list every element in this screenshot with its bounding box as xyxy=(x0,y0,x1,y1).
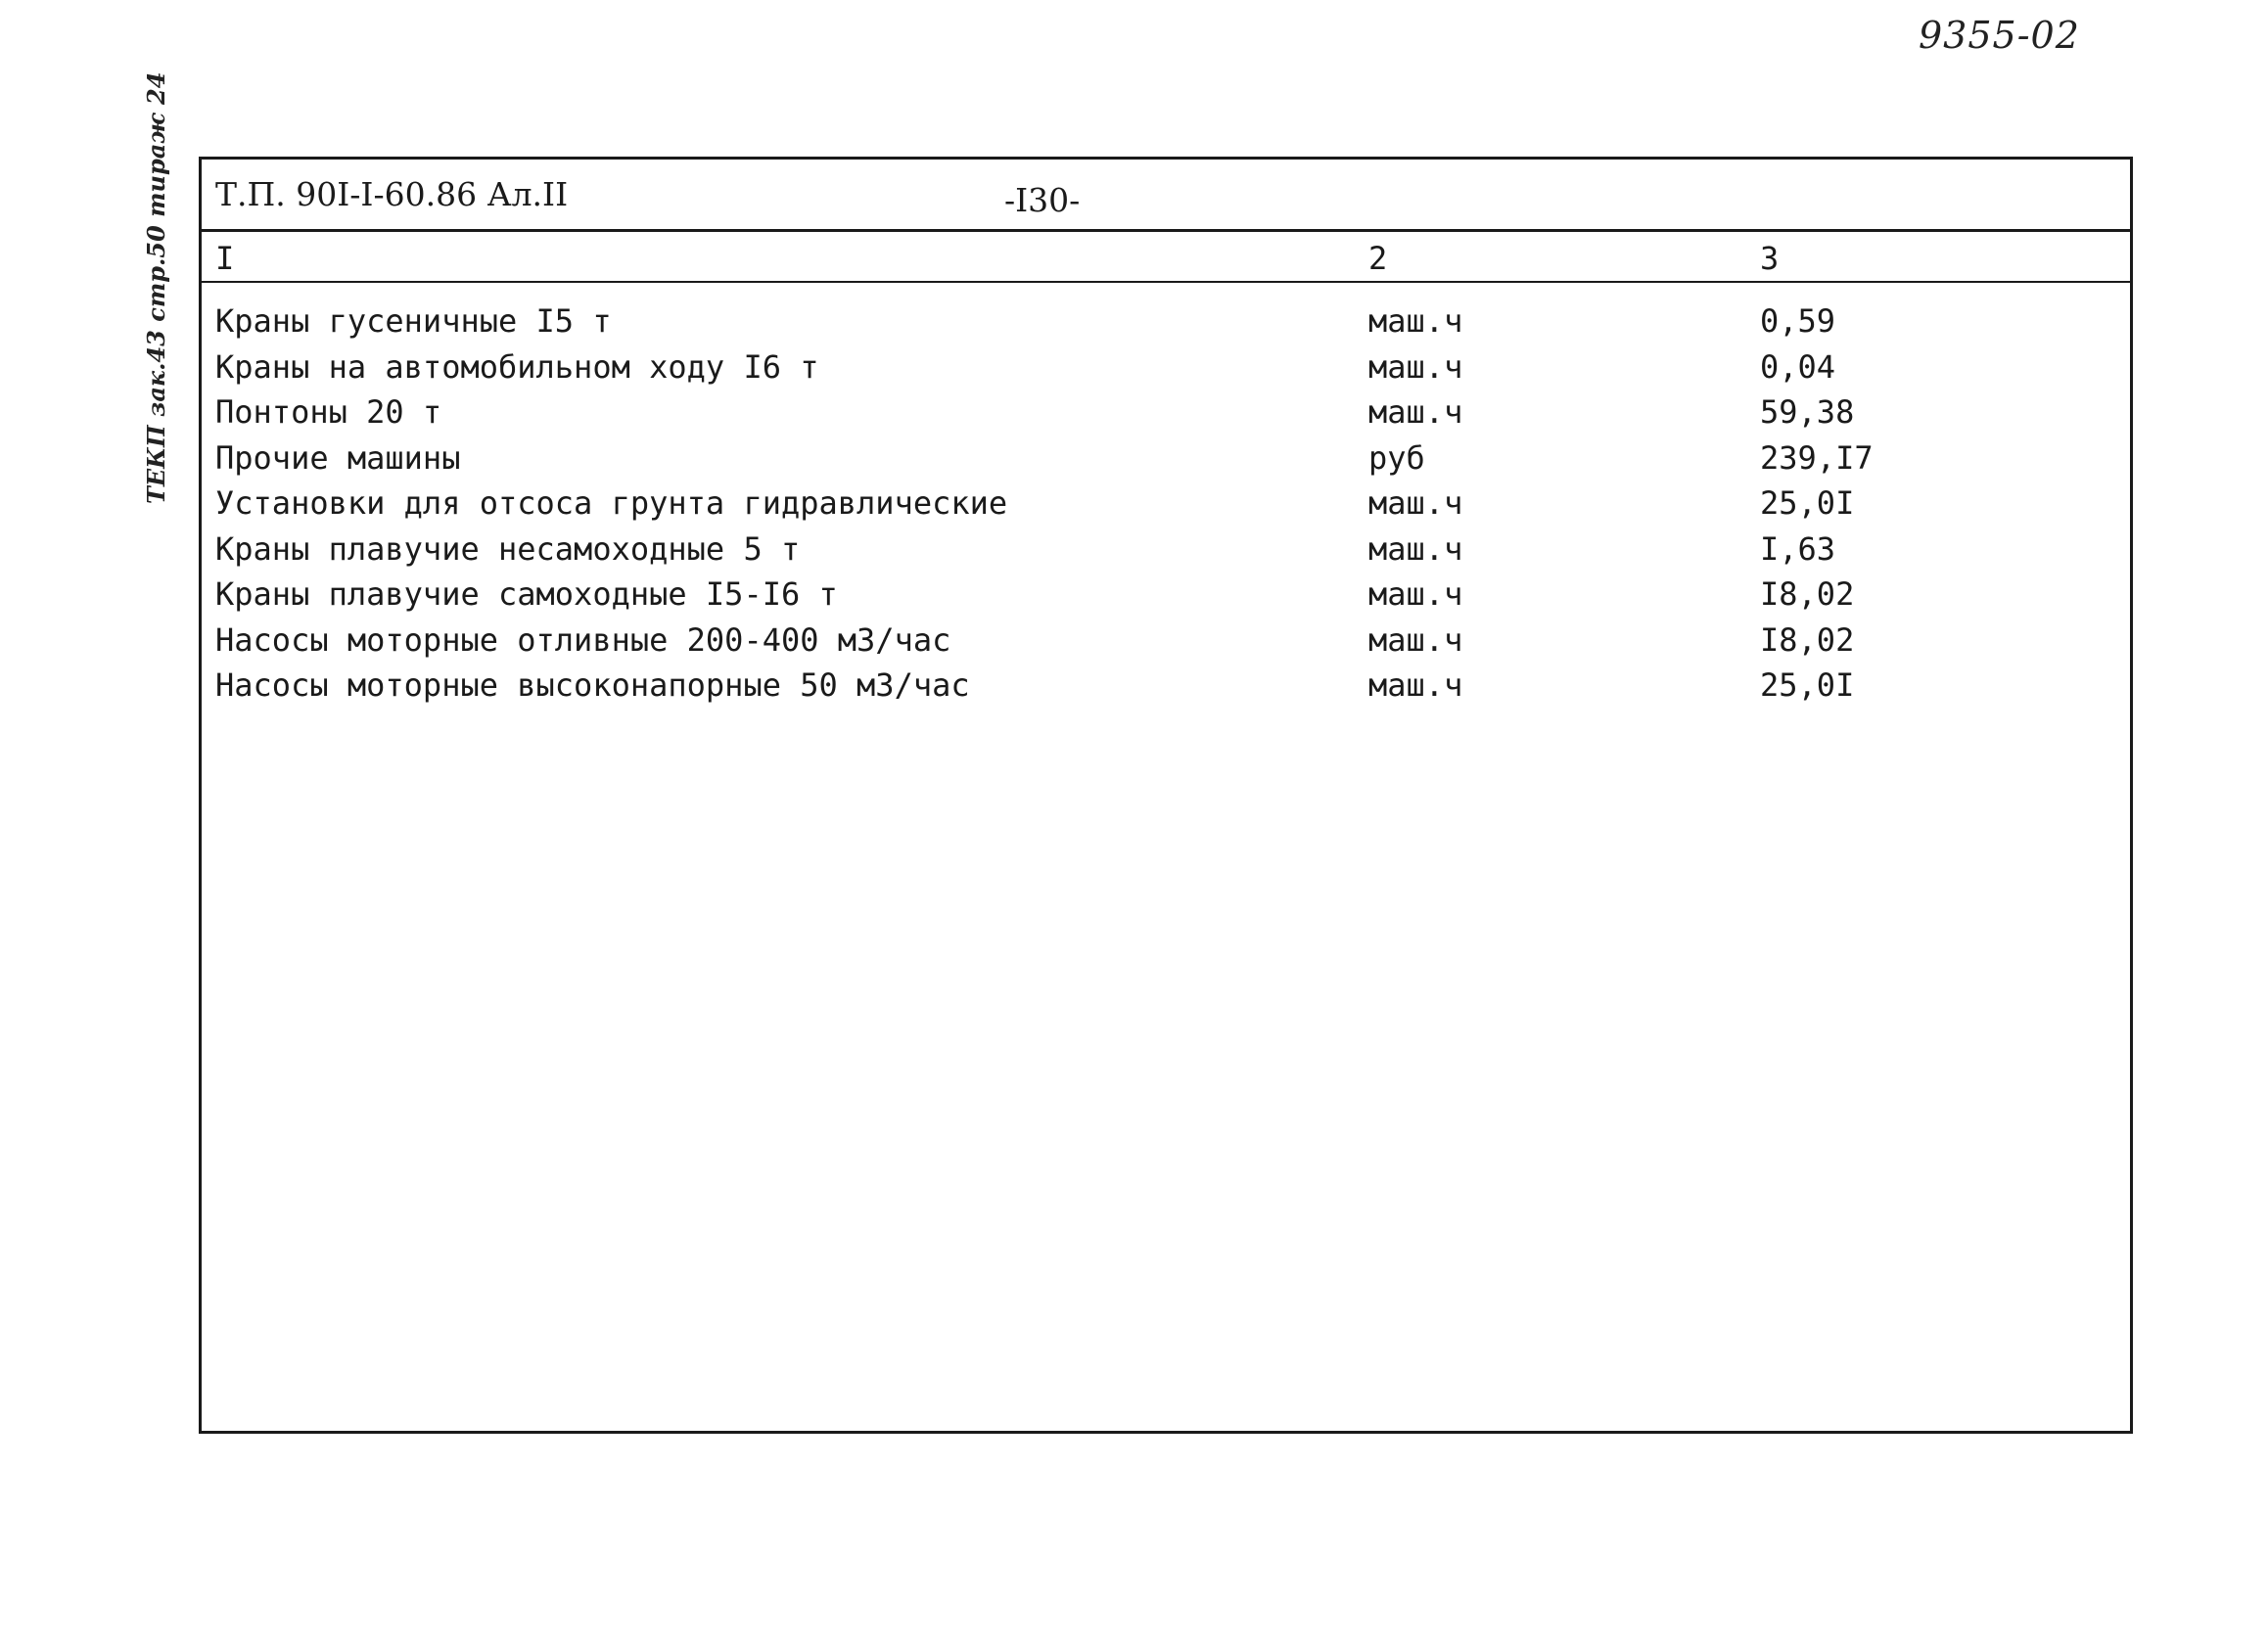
machine-name: Краны на автомобильном ходу I6 т xyxy=(215,347,819,386)
page-number: -I30- xyxy=(1004,181,1081,219)
unit: маш.ч xyxy=(1368,666,1463,704)
unit: маш.ч xyxy=(1368,347,1463,386)
column-number-2: 2 xyxy=(1368,240,1388,277)
unit: маш.ч xyxy=(1368,302,1463,340)
document-code: Т.П. 90I-I-60.86 Ал.II xyxy=(215,175,569,213)
table-row xyxy=(202,388,2130,434)
column-number-3: 3 xyxy=(1760,240,1780,277)
machine-name: Краны плавучие несамоходные 5 т xyxy=(215,529,801,568)
column-number-row xyxy=(202,232,2130,283)
table-row xyxy=(202,297,2130,343)
machine-name: Насосы моторные отливные 200-400 м3/час xyxy=(215,620,951,659)
archive-number: 9355-02 xyxy=(1919,14,2080,57)
quantity: 239,I7 xyxy=(1760,438,1874,477)
table-row xyxy=(202,661,2130,707)
table-row xyxy=(202,479,2130,525)
machine-name: Насосы моторные высоконапорные 50 м3/час xyxy=(215,666,970,704)
unit: руб xyxy=(1368,438,1425,477)
quantity: 0,59 xyxy=(1760,302,1836,340)
machine-name: Понтоны 20 т xyxy=(215,393,442,431)
unit: маш.ч xyxy=(1368,575,1463,613)
table-row xyxy=(202,434,2130,480)
column-number-1: I xyxy=(215,240,235,277)
quantity: 59,38 xyxy=(1760,393,1855,431)
machine-name: Краны гусеничные I5 т xyxy=(215,302,612,340)
table-row xyxy=(202,525,2130,571)
quantity: I8,02 xyxy=(1760,575,1855,613)
quantity: I,63 xyxy=(1760,529,1836,568)
quantity: 25,0I xyxy=(1760,484,1855,522)
quantity: I8,02 xyxy=(1760,620,1855,659)
quantity: 0,04 xyxy=(1760,347,1836,386)
machine-name: Установки для отсоса грунта гидравлические xyxy=(215,484,1008,522)
print-stamp: ТЕКП зак.43 стр.50 тираж 24 xyxy=(142,71,170,504)
unit: маш.ч xyxy=(1368,393,1463,431)
table-row xyxy=(202,616,2130,662)
unit: маш.ч xyxy=(1368,620,1463,659)
machine-name: Краны плавучие самоходные I5-I6 т xyxy=(215,575,838,613)
unit: маш.ч xyxy=(1368,484,1463,522)
table-row xyxy=(202,343,2130,389)
unit: маш.ч xyxy=(1368,529,1463,568)
quantity: 25,0I xyxy=(1760,666,1855,704)
table-row xyxy=(202,570,2130,616)
machine-table xyxy=(202,297,2130,707)
title-stamp xyxy=(202,160,2130,232)
machine-name: Прочие машины xyxy=(215,438,461,477)
document-frame xyxy=(199,157,2133,1434)
